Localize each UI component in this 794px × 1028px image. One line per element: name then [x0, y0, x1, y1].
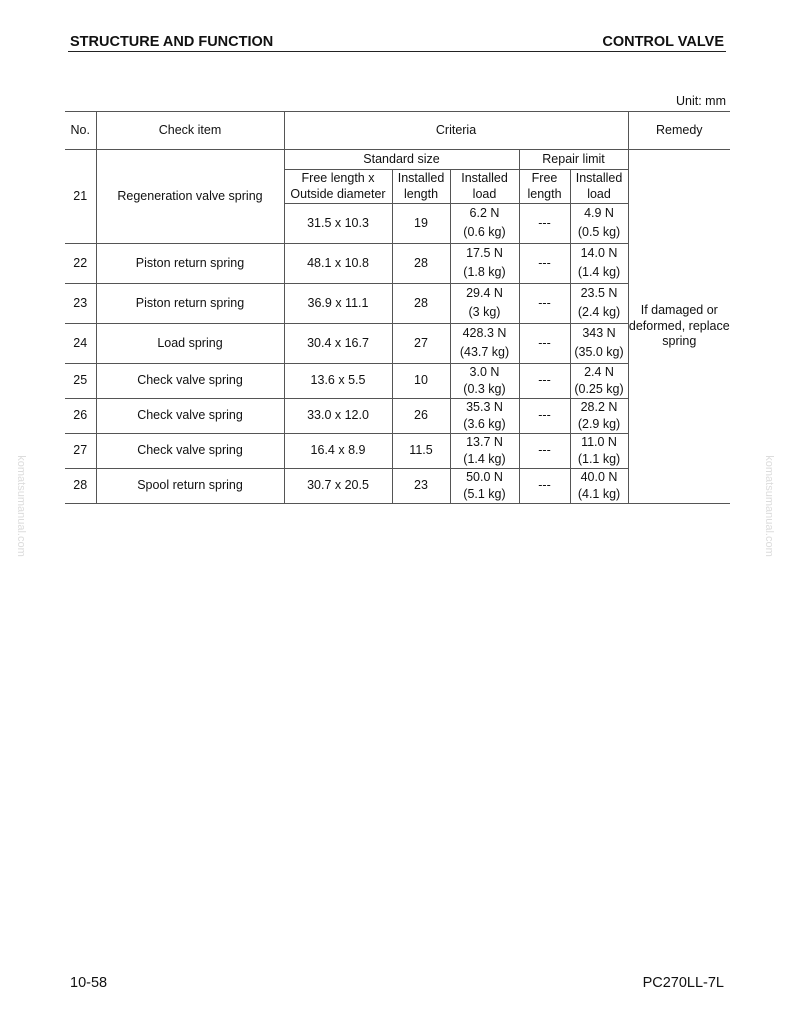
row-installed-length: 28 [392, 284, 450, 324]
watermark-left: komatsumanual.com [14, 455, 27, 557]
row-limit-kg: (1.4 kg) [570, 264, 628, 284]
row-load-n: 35.3 N [450, 399, 519, 417]
row-installed-length: 23 [392, 469, 450, 504]
col-installed-load: Installed load [450, 170, 519, 204]
row-size: 33.0 x 12.0 [284, 399, 392, 434]
row-limit-n: 4.9 N [570, 204, 628, 224]
row-installed-length: 26 [392, 399, 450, 434]
row-free-length: --- [519, 244, 570, 284]
col-installed-length: Installed length [392, 170, 450, 204]
col-free-length-od: Free length x Outside diameter [284, 170, 392, 204]
row-limit-n: 343 N [570, 324, 628, 344]
model-number: PC270LL-7L [642, 975, 724, 991]
row-load-kg: (3 kg) [450, 304, 519, 324]
col-remedy: Remedy [628, 112, 730, 150]
row-limit-kg: (1.1 kg) [570, 451, 628, 469]
row-no: 26 [65, 399, 96, 434]
row-installed-length: 19 [392, 204, 450, 244]
row-load-kg: (5.1 kg) [450, 486, 519, 504]
row-no: 28 [65, 469, 96, 504]
row-item: Check valve spring [96, 399, 284, 434]
unit-label: Unit: mm [676, 94, 726, 108]
row-size: 13.6 x 5.5 [284, 364, 392, 399]
row-free-length: --- [519, 284, 570, 324]
row-free-length: --- [519, 204, 570, 244]
row-no: 27 [65, 434, 96, 469]
row-load-kg: (1.4 kg) [450, 451, 519, 469]
row-limit-kg: (4.1 kg) [570, 486, 628, 504]
col-no: No. [65, 112, 96, 150]
row-limit-n: 23.5 N [570, 284, 628, 304]
row-free-length: --- [519, 434, 570, 469]
row-size: 30.7 x 20.5 [284, 469, 392, 504]
row-installed-length: 11.5 [392, 434, 450, 469]
page-number: 10-58 [70, 975, 108, 991]
row-limit-kg: (0.5 kg) [570, 224, 628, 244]
row-load-kg: (0.3 kg) [450, 381, 519, 399]
row-free-length: --- [519, 364, 570, 399]
row-item: Regeneration valve spring [96, 150, 284, 244]
row-load-kg: (43.7 kg) [450, 344, 519, 364]
row-limit-n: 28.2 N [570, 399, 628, 417]
row-load-n: 428.3 N [450, 324, 519, 344]
spring-spec-table [65, 111, 730, 504]
row-limit-n: 14.0 N [570, 244, 628, 264]
row-no: 21 [65, 150, 96, 244]
row-item: Check valve spring [96, 434, 284, 469]
row-no: 22 [65, 244, 96, 284]
row-limit-n: 2.4 N [570, 364, 628, 382]
header-rule [68, 51, 726, 52]
col-free-length: Free length [519, 170, 570, 204]
row-load-n: 6.2 N [450, 204, 519, 224]
row-size: 31.5 x 10.3 [284, 204, 392, 244]
row-installed-length: 27 [392, 324, 450, 364]
row-limit-n: 11.0 N [570, 434, 628, 452]
row-limit-n: 40.0 N [570, 469, 628, 487]
row-size: 36.9 x 11.1 [284, 284, 392, 324]
row-limit-kg: (0.25 kg) [570, 381, 628, 399]
row-no: 25 [65, 364, 96, 399]
row-free-length: --- [519, 469, 570, 504]
col-installed-load-limit: Installed load [570, 170, 628, 204]
row-free-length: --- [519, 399, 570, 434]
row-load-n: 3.0 N [450, 364, 519, 382]
subhead-repair-limit: Repair limit [519, 150, 628, 170]
row-load-kg: (0.6 kg) [450, 224, 519, 244]
row-item: Check valve spring [96, 364, 284, 399]
row-load-kg: (3.6 kg) [450, 416, 519, 434]
row-load-n: 50.0 N [450, 469, 519, 487]
row-load-n: 29.4 N [450, 284, 519, 304]
remedy-cell: If damaged or deformed, replace spring [628, 150, 730, 504]
row-item: Spool return spring [96, 469, 284, 504]
row-limit-kg: (35.0 kg) [570, 344, 628, 364]
row-size: 48.1 x 10.8 [284, 244, 392, 284]
subhead-standard-size: Standard size [284, 150, 519, 170]
row-no: 24 [65, 324, 96, 364]
row-size: 30.4 x 16.7 [284, 324, 392, 364]
row-load-kg: (1.8 kg) [450, 264, 519, 284]
col-criteria: Criteria [284, 112, 628, 150]
row-load-n: 13.7 N [450, 434, 519, 452]
section-title: STRUCTURE AND FUNCTION [70, 34, 274, 50]
row-item: Load spring [96, 324, 284, 364]
row-item: Piston return spring [96, 284, 284, 324]
row-installed-length: 28 [392, 244, 450, 284]
row-limit-kg: (2.4 kg) [570, 304, 628, 324]
row-installed-length: 10 [392, 364, 450, 399]
topic-title: CONTROL VALVE [602, 34, 724, 50]
row-limit-kg: (2.9 kg) [570, 416, 628, 434]
row-item: Piston return spring [96, 244, 284, 284]
row-free-length: --- [519, 324, 570, 364]
row-size: 16.4 x 8.9 [284, 434, 392, 469]
row-load-n: 17.5 N [450, 244, 519, 264]
row-no: 23 [65, 284, 96, 324]
watermark-right: komatsumanual.com [762, 455, 775, 557]
col-check-item: Check item [96, 112, 284, 150]
